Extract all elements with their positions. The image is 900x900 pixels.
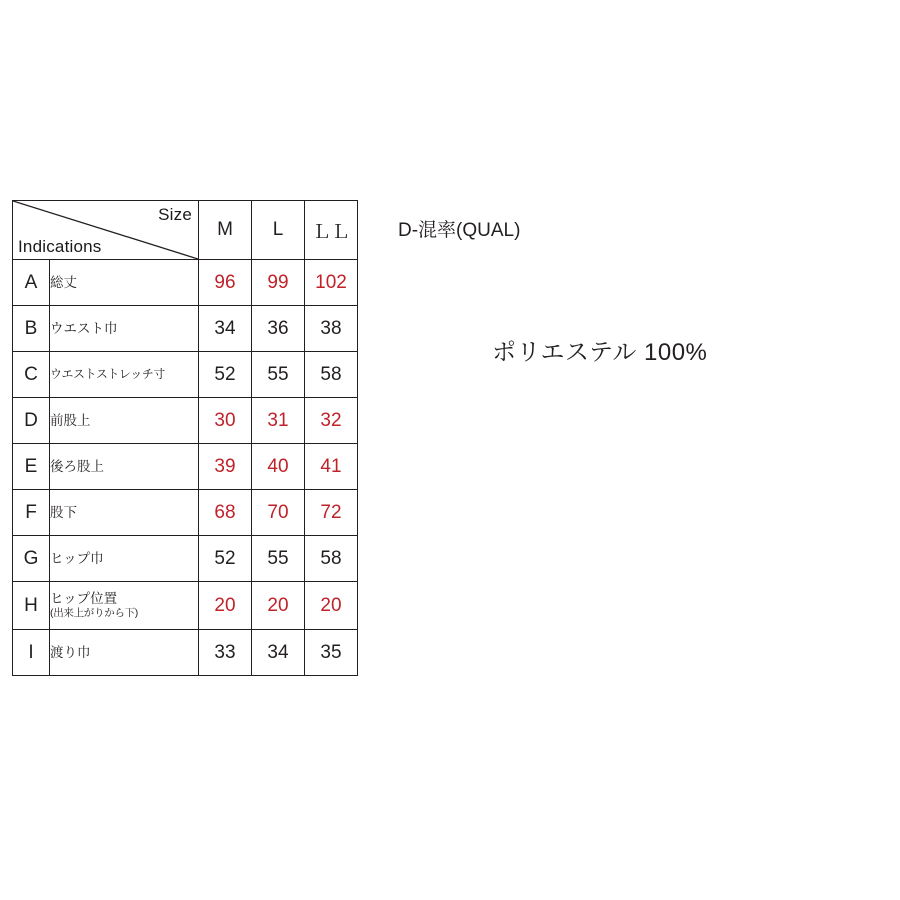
cell-value: 68	[199, 490, 252, 536]
quality-title: D-混率(QUAL)	[398, 220, 521, 241]
row-label: ウエスト巾	[50, 306, 199, 352]
table-row	[13, 536, 358, 582]
header-corner-cell	[13, 201, 199, 260]
cell-value: 102	[305, 260, 358, 306]
cell-value: 58	[305, 536, 358, 582]
row-code: F	[13, 490, 50, 536]
cell-value: 55	[252, 536, 305, 582]
cell-value: 20	[305, 582, 358, 630]
size-column-header-m: M	[199, 201, 252, 260]
row-label-note: (出来上がりから下)	[50, 607, 138, 620]
cell-value: 38	[305, 306, 358, 352]
cell-value: 30	[199, 398, 252, 444]
cell-value: 36	[252, 306, 305, 352]
table-row	[13, 490, 358, 536]
cell-value: 32	[305, 398, 358, 444]
size-chart-table	[12, 200, 358, 676]
cell-value: 55	[252, 352, 305, 398]
cell-value: 58	[305, 352, 358, 398]
row-label: ヒップ巾	[50, 536, 199, 582]
indications-axis-label: Indications	[18, 237, 102, 256]
cell-value: 99	[252, 260, 305, 306]
table-row	[13, 306, 358, 352]
cell-value: 72	[305, 490, 358, 536]
size-column-header-l: L	[252, 201, 305, 260]
quality-value: ポリエステル 100%	[492, 339, 708, 366]
cell-value: 34	[252, 630, 305, 676]
cell-value: 20	[252, 582, 305, 630]
cell-value: 96	[199, 260, 252, 306]
cell-value: 52	[199, 536, 252, 582]
row-code: I	[13, 630, 50, 676]
size-column-header-ll: ＬＬ	[305, 201, 358, 260]
row-code: D	[13, 398, 50, 444]
row-label-main: ヒップ位置	[50, 591, 118, 607]
table-row	[13, 582, 358, 630]
table-row	[13, 260, 358, 306]
cell-value: 52	[199, 352, 252, 398]
row-code: B	[13, 306, 50, 352]
row-label: 前股上	[50, 398, 199, 444]
cell-value: 39	[199, 444, 252, 490]
table-row	[13, 630, 358, 676]
row-label: 渡り巾	[50, 630, 199, 676]
cell-value: 20	[199, 582, 252, 630]
cell-value: 40	[252, 444, 305, 490]
row-label: 股下	[50, 490, 199, 536]
table-row	[13, 398, 358, 444]
row-code: E	[13, 444, 50, 490]
cell-value: 41	[305, 444, 358, 490]
row-label: ウエストストレッチ寸	[50, 352, 199, 398]
row-label: 総丈	[50, 260, 199, 306]
size-axis-label: Size	[158, 205, 192, 224]
row-code: C	[13, 352, 50, 398]
row-label	[50, 582, 199, 630]
cell-value: 33	[199, 630, 252, 676]
row-label: 後ろ股上	[50, 444, 199, 490]
table-row	[13, 444, 358, 490]
row-code: G	[13, 536, 50, 582]
table-header-row	[13, 201, 358, 260]
cell-value: 31	[252, 398, 305, 444]
table-row	[13, 352, 358, 398]
row-code: A	[13, 260, 50, 306]
row-code: H	[13, 582, 50, 630]
cell-value: 34	[199, 306, 252, 352]
cell-value: 70	[252, 490, 305, 536]
cell-value: 35	[305, 630, 358, 676]
